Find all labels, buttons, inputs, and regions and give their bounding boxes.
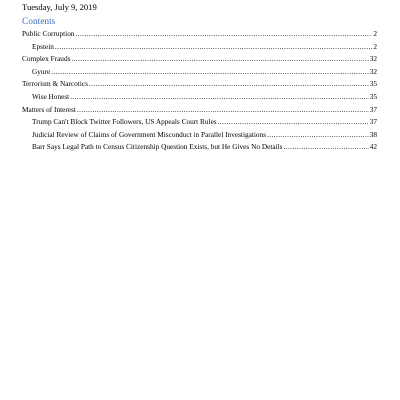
toc-entry-terrorism-narcotics[interactable] bbox=[22, 78, 377, 91]
toc-entry-title: Gyure bbox=[32, 66, 51, 76]
toc-entry-title: Matters of Interest bbox=[22, 104, 76, 114]
table-of-contents bbox=[22, 28, 377, 154]
toc-entry-page: 2 bbox=[373, 41, 377, 51]
toc-entry-gyure[interactable] bbox=[22, 66, 377, 79]
toc-entry-title: Epstein bbox=[32, 41, 54, 51]
toc-dot-leader bbox=[267, 129, 369, 142]
toc-entry-page: 32 bbox=[369, 54, 377, 64]
toc-entry-matters-of-interest[interactable] bbox=[22, 104, 377, 117]
toc-dot-leader bbox=[77, 104, 369, 117]
toc-entry-page: 2 bbox=[373, 29, 377, 38]
toc-entry-complex-frauds[interactable] bbox=[22, 53, 377, 66]
toc-dot-leader bbox=[71, 53, 368, 66]
toc-entry-wise-honest[interactable] bbox=[22, 91, 377, 104]
toc-entry-page: 35 bbox=[369, 91, 377, 101]
toc-dot-leader bbox=[51, 66, 368, 79]
toc-dot-leader bbox=[70, 91, 369, 104]
toc-dot-leader bbox=[89, 78, 369, 91]
contents-heading: Contents bbox=[22, 17, 56, 27]
toc-entry-title: Terrorism & Narcotics bbox=[22, 79, 88, 89]
toc-entry-page: 42 bbox=[369, 142, 377, 152]
toc-entry-page: 38 bbox=[369, 129, 377, 139]
toc-entry-barr-census[interactable] bbox=[22, 141, 377, 154]
toc-dot-leader bbox=[55, 41, 372, 54]
toc-entry-title: Wise Honest bbox=[32, 91, 70, 101]
toc-entry-page: 37 bbox=[369, 104, 377, 114]
toc-entry-title: Complex Frauds bbox=[22, 54, 71, 64]
toc-entry-page: 32 bbox=[369, 66, 377, 76]
toc-entry-trump-twitter[interactable] bbox=[22, 116, 377, 129]
toc-entry-title: Public Corruption bbox=[22, 29, 75, 38]
toc-entry-title: Trump Can't Block Twitter Followers, US Appeals Court Rules bbox=[32, 117, 217, 127]
toc-entry-epstein[interactable] bbox=[22, 41, 377, 54]
toc-entry-page: 37 bbox=[369, 117, 377, 127]
toc-dot-leader bbox=[218, 116, 369, 129]
toc-entry-public-corruption[interactable] bbox=[22, 28, 377, 41]
toc-entry-page: 35 bbox=[369, 79, 377, 89]
toc-dot-leader bbox=[76, 28, 373, 41]
toc-entry-judicial-review[interactable] bbox=[22, 129, 377, 142]
toc-entry-title: Judicial Review of Claims of Government Misconduct in Parallel Investigations bbox=[32, 129, 267, 139]
document-date: Tuesday, July 9, 2019 bbox=[22, 2, 97, 12]
toc-entry-title: Barr Says Legal Path to Census Citizenship Question Exists, but He Gives No Details bbox=[32, 142, 283, 152]
toc-dot-leader bbox=[284, 141, 369, 154]
